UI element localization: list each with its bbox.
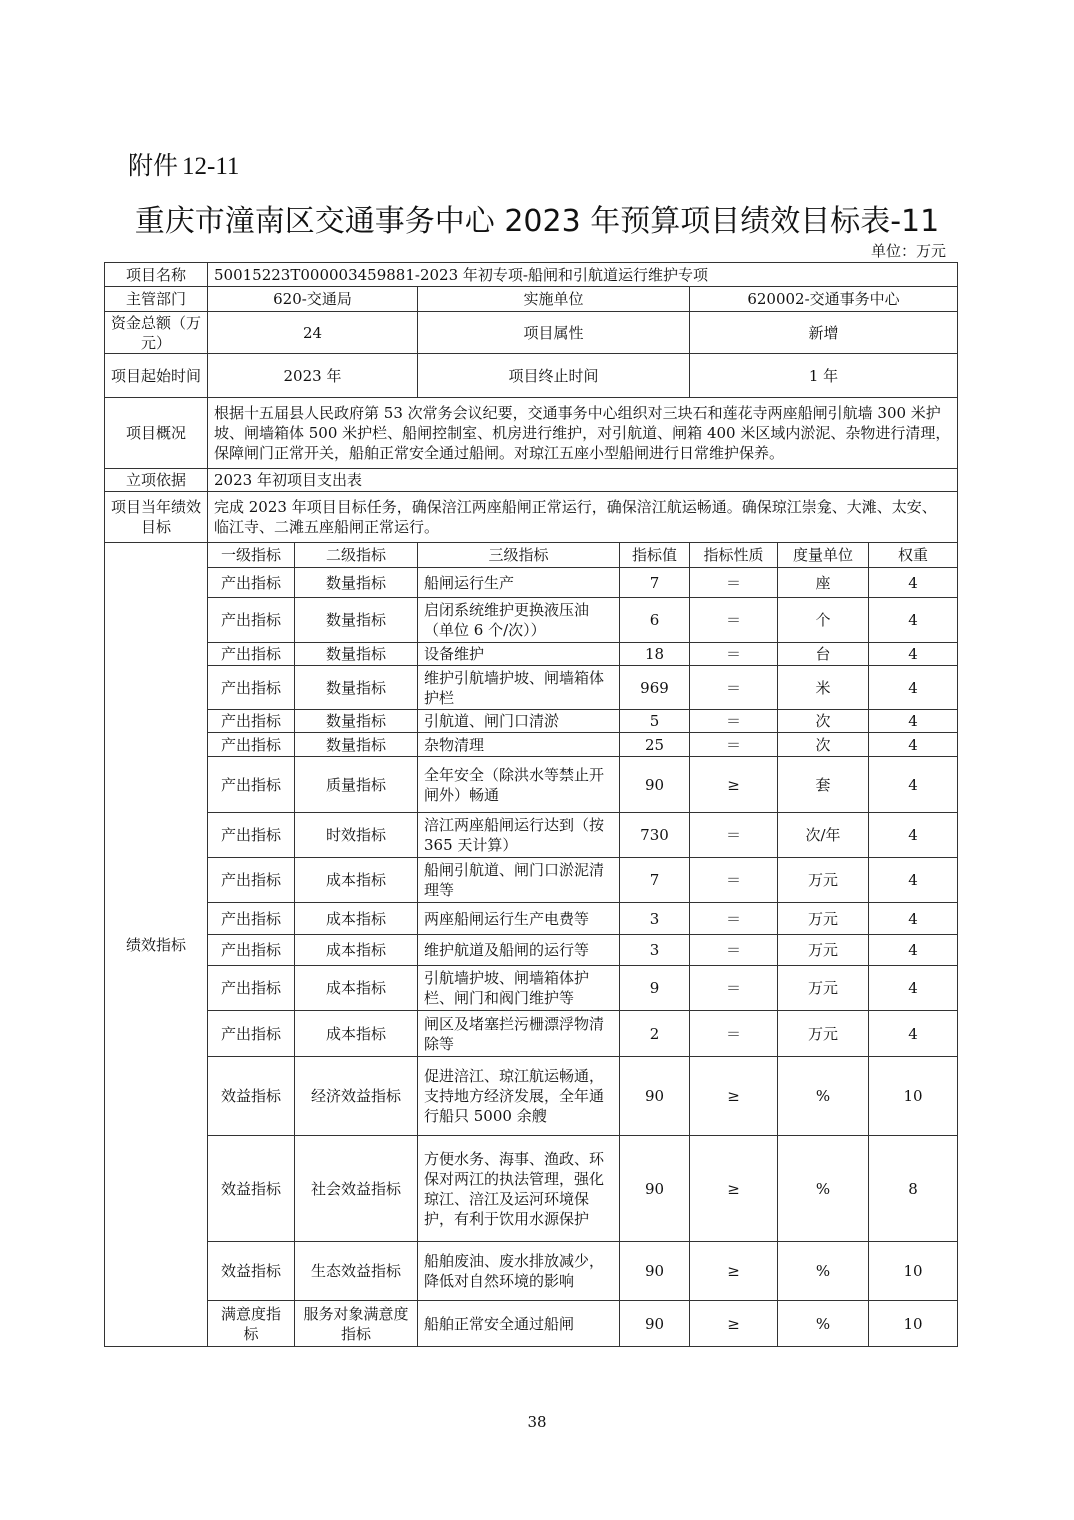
weight-cell: 10 bbox=[869, 1057, 958, 1136]
nature-cell: ＝ bbox=[690, 710, 778, 733]
header-level2: 二级指标 bbox=[295, 543, 418, 568]
header-level1: 一级指标 bbox=[208, 543, 295, 568]
impl-label: 实施单位 bbox=[418, 287, 690, 312]
attachment-text: 附件 bbox=[128, 151, 179, 180]
level3-cell: 闸区及堵塞拦污栅漂浮物清除等 bbox=[418, 1011, 620, 1057]
weight-cell: 4 bbox=[869, 598, 958, 643]
unit-cell: % bbox=[778, 1301, 869, 1347]
table-row bbox=[105, 568, 958, 598]
level3-cell: 设备维护 bbox=[418, 643, 620, 666]
level1-cell: 产出指标 bbox=[208, 666, 295, 710]
project-name-label: 项目名称 bbox=[105, 263, 208, 287]
page-title: 重庆市潼南区交通事务中心 2023 年预算项目绩效目标表-11 bbox=[134, 204, 940, 239]
weight-cell: 4 bbox=[869, 903, 958, 935]
level2-cell: 社会效益指标 bbox=[295, 1136, 418, 1242]
weight-cell: 4 bbox=[869, 643, 958, 666]
table-row bbox=[105, 733, 958, 757]
value-cell: 730 bbox=[620, 813, 690, 858]
table-row bbox=[105, 1011, 958, 1057]
attr-value: 新增 bbox=[690, 312, 958, 354]
attachment-label bbox=[128, 146, 239, 182]
goal-text: 完成 2023 年项目目标任务，确保涪江两座船闸正常运行，确保涪江航运畅通。确保琼江崇龛、大滩、太安、临江寺、二滩五座船闸正常运行。 bbox=[208, 492, 958, 543]
level1-cell: 产出指标 bbox=[208, 903, 295, 935]
level2-cell: 数量指标 bbox=[295, 666, 418, 710]
overview-text: 根据十五届县人民政府第 53 次常务会议纪要，交通事务中心组织对三块石和莲花寺两座船闸引航墙 300 米护坡、闸墙箱体 500 米护栏、船闸控制室、机房进行维护，对引航道、闸箱 400 米区域内淤泥、杂物进行清理，保障闸门正常开关，船舶正常安全通过船闸。对琼江五座小型船闸进行日常维护保养。 bbox=[208, 398, 958, 469]
table-row bbox=[105, 1057, 958, 1136]
goal-label: 项目当年绩效目标 bbox=[105, 492, 208, 543]
unit-cell: 次/年 bbox=[778, 813, 869, 858]
nature-cell: ＝ bbox=[690, 643, 778, 666]
value-cell: 969 bbox=[620, 666, 690, 710]
level3-cell: 全年安全（除洪水等禁止开闸外）畅通 bbox=[418, 757, 620, 813]
nature-cell: ＝ bbox=[690, 966, 778, 1011]
level2-cell: 数量指标 bbox=[295, 598, 418, 643]
level1-cell: 产出指标 bbox=[208, 966, 295, 1011]
level2-cell: 经济效益指标 bbox=[295, 1057, 418, 1136]
unit-label: 单位：万元 bbox=[870, 242, 946, 260]
level3-cell: 船舶正常安全通过船闸 bbox=[418, 1301, 620, 1347]
value-cell: 3 bbox=[620, 903, 690, 935]
level2-cell: 时效指标 bbox=[295, 813, 418, 858]
level2-cell: 质量指标 bbox=[295, 757, 418, 813]
level2-cell: 数量指标 bbox=[295, 568, 418, 598]
table-row bbox=[105, 666, 958, 710]
level2-cell: 成本指标 bbox=[295, 903, 418, 935]
start-value: 2023 年 bbox=[208, 354, 418, 398]
weight-cell: 10 bbox=[869, 1242, 958, 1301]
unit-cell: % bbox=[778, 1242, 869, 1301]
unit-cell: % bbox=[778, 1136, 869, 1242]
level1-cell: 产出指标 bbox=[208, 757, 295, 813]
unit-cell: % bbox=[778, 1057, 869, 1136]
dept-label: 主管部门 bbox=[105, 287, 208, 312]
weight-cell: 4 bbox=[869, 858, 958, 903]
table-row bbox=[105, 757, 958, 813]
impl-value: 620002-交通事务中心 bbox=[690, 287, 958, 312]
value-cell: 90 bbox=[620, 1242, 690, 1301]
level3-cell: 船闸运行生产 bbox=[418, 568, 620, 598]
end-value: 1 年 bbox=[690, 354, 958, 398]
level1-cell: 满意度指标 bbox=[208, 1301, 295, 1347]
level1-cell: 产出指标 bbox=[208, 935, 295, 966]
level3-cell: 引航道、闸门口清淤 bbox=[418, 710, 620, 733]
weight-cell: 4 bbox=[869, 666, 958, 710]
level3-cell: 船舶废油、废水排放减少，降低对自然环境的影响 bbox=[418, 1242, 620, 1301]
weight-cell: 10 bbox=[869, 1301, 958, 1347]
level2-cell: 生态效益指标 bbox=[295, 1242, 418, 1301]
level3-cell: 船闸引航道、闸门口淤泥清理等 bbox=[418, 858, 620, 903]
level2-cell: 成本指标 bbox=[295, 966, 418, 1011]
unit-cell: 次 bbox=[778, 733, 869, 757]
nature-cell: ≥ bbox=[690, 1057, 778, 1136]
level1-cell: 产出指标 bbox=[208, 598, 295, 643]
unit-cell: 万元 bbox=[778, 966, 869, 1011]
nature-cell: ≥ bbox=[690, 1242, 778, 1301]
unit-cell: 万元 bbox=[778, 1011, 869, 1057]
nature-cell: ＝ bbox=[690, 598, 778, 643]
level1-cell: 产出指标 bbox=[208, 1011, 295, 1057]
value-cell: 7 bbox=[620, 858, 690, 903]
level1-cell: 产出指标 bbox=[208, 813, 295, 858]
table-row bbox=[105, 966, 958, 1011]
basis-text: 2023 年初项目支出表 bbox=[208, 469, 958, 492]
nature-cell: ≥ bbox=[690, 1301, 778, 1347]
header-unit: 度量单位 bbox=[778, 543, 869, 568]
level2-cell: 数量指标 bbox=[295, 643, 418, 666]
level1-cell: 效益指标 bbox=[208, 1057, 295, 1136]
attr-label: 项目属性 bbox=[418, 312, 690, 354]
header-nature: 指标性质 bbox=[690, 543, 778, 568]
weight-cell: 4 bbox=[869, 733, 958, 757]
weight-cell: 4 bbox=[869, 966, 958, 1011]
table-row bbox=[105, 935, 958, 966]
level3-cell: 引航墙护坡、闸墙箱体护栏、闸门和阀门维护等 bbox=[418, 966, 620, 1011]
performance-table bbox=[104, 262, 958, 1347]
nature-cell: ≥ bbox=[690, 757, 778, 813]
dept-value: 620-交通局 bbox=[208, 287, 418, 312]
level3-cell: 杂物清理 bbox=[418, 733, 620, 757]
nature-cell: ＝ bbox=[690, 666, 778, 710]
unit-cell: 次 bbox=[778, 710, 869, 733]
value-cell: 90 bbox=[620, 1301, 690, 1347]
end-label: 项目终止时间 bbox=[418, 354, 690, 398]
level3-cell: 涪江两座船闸运行达到（按 365 天计算） bbox=[418, 813, 620, 858]
start-label: 项目起始时间 bbox=[105, 354, 208, 398]
attachment-number: 12-11 bbox=[182, 153, 240, 180]
weight-cell: 8 bbox=[869, 1136, 958, 1242]
unit-cell: 台 bbox=[778, 643, 869, 666]
value-cell: 18 bbox=[620, 643, 690, 666]
unit-cell: 万元 bbox=[778, 935, 869, 966]
level1-cell: 产出指标 bbox=[208, 733, 295, 757]
value-cell: 90 bbox=[620, 1136, 690, 1242]
table-row bbox=[105, 710, 958, 733]
value-cell: 90 bbox=[620, 757, 690, 813]
header-weight: 权重 bbox=[869, 543, 958, 568]
overview-label: 项目概况 bbox=[105, 398, 208, 469]
nature-cell: ≥ bbox=[690, 1136, 778, 1242]
value-cell: 2 bbox=[620, 1011, 690, 1057]
value-cell: 9 bbox=[620, 966, 690, 1011]
value-cell: 25 bbox=[620, 733, 690, 757]
level1-cell: 产出指标 bbox=[208, 710, 295, 733]
section-label: 绩效指标 bbox=[105, 543, 208, 1347]
value-cell: 6 bbox=[620, 598, 690, 643]
weight-cell: 4 bbox=[869, 757, 958, 813]
nature-cell: ＝ bbox=[690, 858, 778, 903]
unit-cell: 万元 bbox=[778, 858, 869, 903]
table-row bbox=[105, 1242, 958, 1301]
table-row bbox=[105, 813, 958, 858]
value-cell: 7 bbox=[620, 568, 690, 598]
nature-cell: ＝ bbox=[690, 813, 778, 858]
nature-cell: ＝ bbox=[690, 935, 778, 966]
page-number: 38 bbox=[527, 1413, 547, 1431]
table-row bbox=[105, 903, 958, 935]
value-cell: 5 bbox=[620, 710, 690, 733]
fund-value: 24 bbox=[208, 312, 418, 354]
header-value: 指标值 bbox=[620, 543, 690, 568]
weight-cell: 4 bbox=[869, 935, 958, 966]
level1-cell: 产出指标 bbox=[208, 568, 295, 598]
level1-cell: 产出指标 bbox=[208, 643, 295, 666]
project-name: 50015223T000003459881-2023 年初专项-船闸和引航道运行维护专项 bbox=[208, 263, 958, 287]
unit-cell: 套 bbox=[778, 757, 869, 813]
nature-cell: ＝ bbox=[690, 903, 778, 935]
weight-cell: 4 bbox=[869, 568, 958, 598]
table-row bbox=[105, 1136, 958, 1242]
level1-cell: 效益指标 bbox=[208, 1242, 295, 1301]
level2-cell: 成本指标 bbox=[295, 858, 418, 903]
level3-cell: 维护航道及船闸的运行等 bbox=[418, 935, 620, 966]
level3-cell: 促进涪江、琼江航运畅通，支持地方经济发展，全年通行船只 5000 余艘 bbox=[418, 1057, 620, 1136]
fund-label: 资金总额（万元） bbox=[105, 312, 208, 354]
unit-cell: 米 bbox=[778, 666, 869, 710]
level2-cell: 成本指标 bbox=[295, 1011, 418, 1057]
level2-cell: 数量指标 bbox=[295, 733, 418, 757]
level1-cell: 效益指标 bbox=[208, 1136, 295, 1242]
unit-cell: 个 bbox=[778, 598, 869, 643]
level2-cell: 成本指标 bbox=[295, 935, 418, 966]
table-row bbox=[105, 1301, 958, 1347]
unit-cell: 座 bbox=[778, 568, 869, 598]
nature-cell: ＝ bbox=[690, 1011, 778, 1057]
level3-cell: 方便水务、海事、渔政、环保对两江的执法管理，强化琼江、涪江及运河环境保护，有利于饮用水源保护 bbox=[418, 1136, 620, 1242]
value-cell: 3 bbox=[620, 935, 690, 966]
nature-cell: ＝ bbox=[690, 733, 778, 757]
header-level3: 三级指标 bbox=[418, 543, 620, 568]
level3-cell: 启闭系统维护更换液压油（单位 6 个/次）） bbox=[418, 598, 620, 643]
unit-cell: 万元 bbox=[778, 903, 869, 935]
level3-cell: 两座船闸运行生产电费等 bbox=[418, 903, 620, 935]
level3-cell: 维护引航墙护坡、闸墙箱体护栏 bbox=[418, 666, 620, 710]
table-row bbox=[105, 858, 958, 903]
basis-label: 立项依据 bbox=[105, 469, 208, 492]
table-row bbox=[105, 643, 958, 666]
level2-cell: 服务对象满意度指标 bbox=[295, 1301, 418, 1347]
level2-cell: 数量指标 bbox=[295, 710, 418, 733]
weight-cell: 4 bbox=[869, 1011, 958, 1057]
nature-cell: ＝ bbox=[690, 568, 778, 598]
weight-cell: 4 bbox=[869, 813, 958, 858]
weight-cell: 4 bbox=[869, 710, 958, 733]
value-cell: 90 bbox=[620, 1057, 690, 1136]
table-row bbox=[105, 598, 958, 643]
level1-cell: 产出指标 bbox=[208, 858, 295, 903]
